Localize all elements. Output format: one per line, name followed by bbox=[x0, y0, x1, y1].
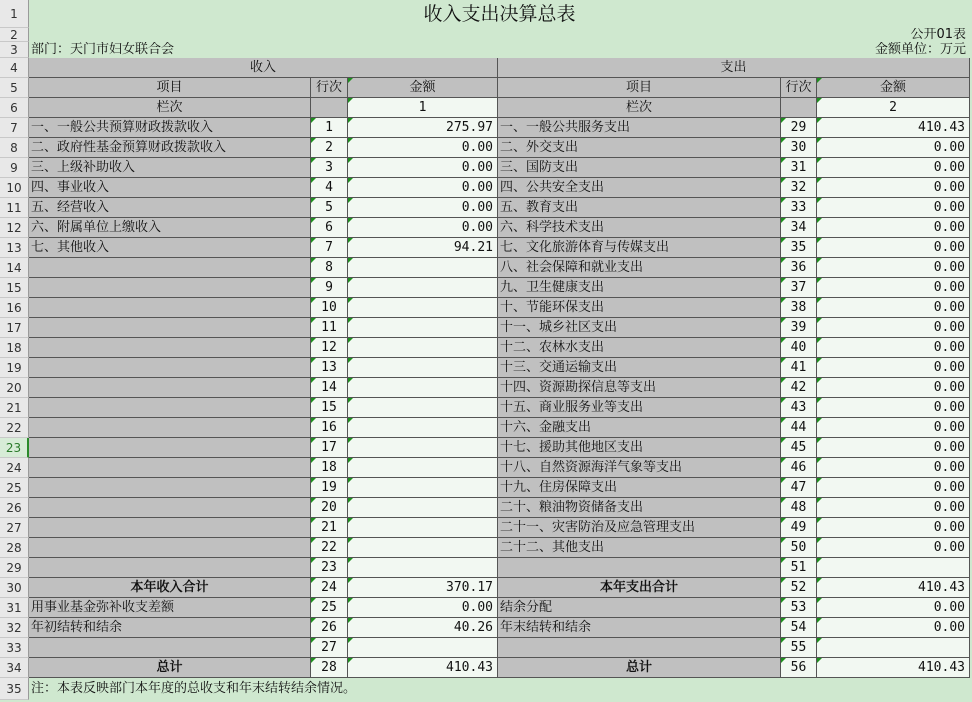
expense-amount[interactable]: 410.43 bbox=[817, 118, 970, 138]
income-line-number[interactable]: 8 bbox=[311, 258, 348, 278]
sheet-row bbox=[0, 498, 972, 518]
row-header[interactable]: 27 bbox=[0, 518, 29, 538]
expense-line-number[interactable]: 38 bbox=[781, 298, 817, 318]
expense-amount[interactable]: 0.00 bbox=[817, 618, 970, 638]
row-header[interactable]: 19 bbox=[0, 358, 29, 378]
expense-line-header[interactable]: 行次 bbox=[781, 78, 817, 98]
expense-item-label[interactable]: 十二、农林水支出 bbox=[498, 338, 781, 358]
sheet-row bbox=[0, 478, 972, 498]
expense-item-label[interactable]: 十三、交通运输支出 bbox=[498, 358, 781, 378]
income-amount[interactable] bbox=[348, 398, 498, 418]
expense-amount[interactable]: 0.00 bbox=[817, 518, 970, 538]
sheet-row bbox=[0, 42, 972, 58]
expense-line-number[interactable]: 32 bbox=[781, 178, 817, 198]
expense-amount[interactable]: 0.00 bbox=[817, 458, 970, 478]
row-header[interactable]: 2 bbox=[0, 28, 29, 42]
expense-line-number[interactable]: 56 bbox=[781, 658, 817, 678]
sheet-row bbox=[0, 558, 972, 578]
expense-amount[interactable]: 0.00 bbox=[817, 278, 970, 298]
income-line-number[interactable]: 20 bbox=[311, 498, 348, 518]
sheet-row bbox=[0, 158, 972, 178]
expense-item-label[interactable] bbox=[498, 638, 781, 658]
income-line-number[interactable]: 12 bbox=[311, 338, 348, 358]
expense-amount[interactable]: 0.00 bbox=[817, 398, 970, 418]
expense-line-number[interactable]: 54 bbox=[781, 618, 817, 638]
income-amount[interactable] bbox=[348, 538, 498, 558]
income-item-label[interactable] bbox=[29, 458, 311, 478]
income-amount[interactable] bbox=[348, 378, 498, 398]
expense-amount[interactable] bbox=[817, 558, 970, 578]
income-line-number[interactable]: 3 bbox=[311, 158, 348, 178]
sheet-row bbox=[0, 0, 972, 28]
expense-item-label[interactable]: 十、节能环保支出 bbox=[498, 298, 781, 318]
expense-item-label[interactable] bbox=[498, 558, 781, 578]
sheet-row bbox=[0, 58, 972, 78]
sheet-row bbox=[0, 518, 972, 538]
sheet-row bbox=[0, 618, 972, 638]
expense-item-label[interactable]: 本年支出合计 bbox=[498, 578, 781, 598]
row-header[interactable]: 10 bbox=[0, 178, 29, 198]
income-item-label[interactable] bbox=[29, 318, 311, 338]
income-line-number[interactable]: 13 bbox=[311, 358, 348, 378]
income-item-label[interactable] bbox=[29, 438, 311, 458]
row-header[interactable]: 21 bbox=[0, 398, 29, 418]
sheet-row bbox=[0, 578, 972, 598]
expense-item-label[interactable]: 十六、金融支出 bbox=[498, 418, 781, 438]
expense-line-number[interactable]: 33 bbox=[781, 198, 817, 218]
expense-lanci-blank[interactable] bbox=[781, 98, 817, 118]
expense-item-label[interactable]: 一、一般公共服务支出 bbox=[498, 118, 781, 138]
expense-line-number[interactable]: 52 bbox=[781, 578, 817, 598]
expense-amount[interactable]: 0.00 bbox=[817, 538, 970, 558]
income-item-label[interactable] bbox=[29, 558, 311, 578]
row-header[interactable]: 34 bbox=[0, 658, 29, 678]
row-header[interactable]: 17 bbox=[0, 318, 29, 338]
sheet-row bbox=[0, 278, 972, 298]
income-amount[interactable]: 370.17 bbox=[348, 578, 498, 598]
income-amount[interactable] bbox=[348, 638, 498, 658]
income-line-number[interactable]: 27 bbox=[311, 638, 348, 658]
expense-item-label[interactable]: 八、社会保障和就业支出 bbox=[498, 258, 781, 278]
sheet-row bbox=[0, 398, 972, 418]
income-line-number[interactable]: 7 bbox=[311, 238, 348, 258]
expense-amount[interactable]: 0.00 bbox=[817, 378, 970, 398]
department-label[interactable]: 部门：天门市妇女联合会 bbox=[31, 42, 175, 57]
expense-item-label[interactable]: 年末结转和结余 bbox=[498, 618, 781, 638]
income-item-label[interactable] bbox=[29, 378, 311, 398]
row-header[interactable]: 4 bbox=[0, 58, 29, 78]
expense-item-label[interactable]: 六、科学技术支出 bbox=[498, 218, 781, 238]
income-amount[interactable]: 0.00 bbox=[348, 138, 498, 158]
expense-amount[interactable]: 410.43 bbox=[817, 658, 970, 678]
expense-amount[interactable]: 0.00 bbox=[817, 338, 970, 358]
row-header[interactable]: 5 bbox=[0, 78, 29, 98]
footnote[interactable]: 注：本表反映部门本年度的总收支和年末结转结余情况。 bbox=[31, 681, 357, 696]
sheet-row bbox=[0, 318, 972, 338]
expense-line-number[interactable]: 49 bbox=[781, 518, 817, 538]
row-header[interactable]: 20 bbox=[0, 378, 29, 398]
row-header[interactable]: 28 bbox=[0, 538, 29, 558]
income-item-label[interactable]: 二、政府性基金预算财政拨款收入 bbox=[29, 138, 311, 158]
income-amount[interactable] bbox=[348, 478, 498, 498]
income-amount[interactable] bbox=[348, 498, 498, 518]
row-header[interactable]: 13 bbox=[0, 238, 29, 258]
amount-unit[interactable]: 金额单位：万元 bbox=[874, 42, 966, 57]
expense-item-label[interactable]: 十五、商业服务业等支出 bbox=[498, 398, 781, 418]
row-header[interactable]: 35 bbox=[0, 678, 29, 700]
sheet-row bbox=[0, 358, 972, 378]
expense-header[interactable]: 支出 bbox=[498, 58, 970, 78]
income-line-number[interactable]: 6 bbox=[311, 218, 348, 238]
income-amount[interactable]: 94.21 bbox=[348, 238, 498, 258]
income-line-number[interactable]: 21 bbox=[311, 518, 348, 538]
expense-line-number[interactable]: 34 bbox=[781, 218, 817, 238]
expense-amount[interactable]: 0.00 bbox=[817, 258, 970, 278]
income-line-header[interactable]: 行次 bbox=[311, 78, 348, 98]
income-item-header[interactable]: 项目 bbox=[29, 78, 311, 98]
income-item-label[interactable]: 五、经营收入 bbox=[29, 198, 311, 218]
expense-amount[interactable]: 0.00 bbox=[817, 238, 970, 258]
expense-line-number[interactable]: 44 bbox=[781, 418, 817, 438]
income-item-label[interactable]: 一、一般公共预算财政拨款收入 bbox=[29, 118, 311, 138]
expense-amount[interactable]: 0.00 bbox=[817, 598, 970, 618]
income-line-number[interactable]: 2 bbox=[311, 138, 348, 158]
income-amount[interactable]: 0.00 bbox=[348, 218, 498, 238]
row-header[interactable]: 11 bbox=[0, 198, 29, 218]
income-item-label[interactable]: 用事业基金弥补收支差额 bbox=[29, 598, 311, 618]
expense-item-label[interactable]: 十八、自然资源海洋气象等支出 bbox=[498, 458, 781, 478]
expense-amount[interactable]: 0.00 bbox=[817, 478, 970, 498]
sheet-row bbox=[0, 118, 972, 138]
income-line-number[interactable]: 9 bbox=[311, 278, 348, 298]
sheet-title[interactable]: 收入支出决算总表 bbox=[423, 3, 576, 25]
expense-line-number[interactable]: 35 bbox=[781, 238, 817, 258]
income-amount[interactable] bbox=[348, 418, 498, 438]
expense-amount[interactable]: 0.00 bbox=[817, 498, 970, 518]
row-header[interactable]: 1 bbox=[0, 0, 29, 28]
expense-line-number[interactable]: 51 bbox=[781, 558, 817, 578]
income-item-label[interactable]: 四、事业收入 bbox=[29, 178, 311, 198]
row-header[interactable]: 16 bbox=[0, 298, 29, 318]
expense-item-label[interactable]: 三、国防支出 bbox=[498, 158, 781, 178]
income-item-label[interactable]: 七、其他收入 bbox=[29, 238, 311, 258]
expense-line-number[interactable]: 37 bbox=[781, 278, 817, 298]
expense-item-label[interactable]: 二十、粮油物资储备支出 bbox=[498, 498, 781, 518]
sheet-row bbox=[0, 338, 972, 358]
sheet-row bbox=[0, 178, 972, 198]
income-item-label[interactable]: 三、上级补助收入 bbox=[29, 158, 311, 178]
sheet-row bbox=[0, 78, 972, 98]
sheet-row bbox=[0, 598, 972, 618]
expense-line-number[interactable]: 47 bbox=[781, 478, 817, 498]
income-line-number[interactable]: 18 bbox=[311, 458, 348, 478]
row-header[interactable]: 22 bbox=[0, 418, 29, 438]
row-header[interactable]: 3 bbox=[0, 42, 29, 58]
sheet-row bbox=[0, 458, 972, 478]
expense-amount[interactable]: 0.00 bbox=[817, 138, 970, 158]
expense-line-number[interactable]: 50 bbox=[781, 538, 817, 558]
expense-line-number[interactable]: 55 bbox=[781, 638, 817, 658]
row-header[interactable]: 8 bbox=[0, 138, 29, 158]
sheet-row bbox=[0, 218, 972, 238]
row-header[interactable]: 29 bbox=[0, 558, 29, 578]
income-amount[interactable] bbox=[348, 558, 498, 578]
expense-item-label[interactable]: 五、教育支出 bbox=[498, 198, 781, 218]
income-amount[interactable] bbox=[348, 298, 498, 318]
expense-line-number[interactable]: 48 bbox=[781, 498, 817, 518]
income-item-label[interactable] bbox=[29, 638, 311, 658]
income-line-number[interactable]: 4 bbox=[311, 178, 348, 198]
income-item-label[interactable] bbox=[29, 478, 311, 498]
income-item-label[interactable] bbox=[29, 498, 311, 518]
income-amount[interactable] bbox=[348, 278, 498, 298]
expense-item-label[interactable]: 九、卫生健康支出 bbox=[498, 278, 781, 298]
income-amount[interactable] bbox=[348, 518, 498, 538]
expense-item-header[interactable]: 项目 bbox=[498, 78, 781, 98]
income-line-number[interactable]: 26 bbox=[311, 618, 348, 638]
sheet-row bbox=[0, 658, 972, 678]
row-header[interactable]: 9 bbox=[0, 158, 29, 178]
expense-line-number[interactable]: 53 bbox=[781, 598, 817, 618]
income-item-label[interactable] bbox=[29, 518, 311, 538]
income-item-label[interactable] bbox=[29, 278, 311, 298]
income-item-label[interactable] bbox=[29, 338, 311, 358]
income-line-number[interactable]: 1 bbox=[311, 118, 348, 138]
expense-line-number[interactable]: 39 bbox=[781, 318, 817, 338]
expense-line-number[interactable]: 29 bbox=[781, 118, 817, 138]
income-amount[interactable] bbox=[348, 358, 498, 378]
expense-item-label[interactable]: 结余分配 bbox=[498, 598, 781, 618]
income-item-label[interactable]: 本年收入合计 bbox=[29, 578, 311, 598]
sheet-row bbox=[0, 28, 972, 42]
income-amount[interactable]: 0.00 bbox=[348, 198, 498, 218]
sheet-row bbox=[0, 378, 972, 398]
row-header[interactable]: 30 bbox=[0, 578, 29, 598]
expense-amount[interactable]: 0.00 bbox=[817, 178, 970, 198]
income-line-number[interactable]: 16 bbox=[311, 418, 348, 438]
row-header[interactable]: 6 bbox=[0, 98, 29, 118]
income-item-label[interactable] bbox=[29, 538, 311, 558]
sheet-row bbox=[0, 438, 972, 458]
expense-amount[interactable]: 0.00 bbox=[817, 218, 970, 238]
income-amount[interactable] bbox=[348, 258, 498, 278]
row-header[interactable]: 15 bbox=[0, 278, 29, 298]
expense-line-number[interactable]: 46 bbox=[781, 458, 817, 478]
row-header[interactable]: 26 bbox=[0, 498, 29, 518]
income-item-label[interactable] bbox=[29, 398, 311, 418]
row-header[interactable]: 7 bbox=[0, 118, 29, 138]
income-line-number[interactable]: 17 bbox=[311, 438, 348, 458]
expense-line-number[interactable]: 31 bbox=[781, 158, 817, 178]
expense-item-label[interactable]: 七、文化旅游体育与传媒支出 bbox=[498, 238, 781, 258]
expense-column-number[interactable]: 2 bbox=[817, 98, 970, 118]
income-line-number[interactable]: 10 bbox=[311, 298, 348, 318]
sheet-row bbox=[0, 258, 972, 278]
form-code[interactable]: 公开01表 bbox=[910, 28, 966, 42]
sheet-row bbox=[0, 638, 972, 658]
sheet-row bbox=[0, 538, 972, 558]
sheet-row bbox=[0, 298, 972, 318]
expense-amount[interactable]: 0.00 bbox=[817, 418, 970, 438]
expense-amount[interactable]: 410.43 bbox=[817, 578, 970, 598]
row-header[interactable]: 25 bbox=[0, 478, 29, 498]
row-header[interactable]: 18 bbox=[0, 338, 29, 358]
expense-line-number[interactable]: 40 bbox=[781, 338, 817, 358]
row-header[interactable]: 24 bbox=[0, 458, 29, 478]
sheet-row bbox=[0, 678, 972, 700]
income-amount[interactable] bbox=[348, 338, 498, 358]
sheet-row bbox=[0, 98, 972, 118]
income-amount[interactable] bbox=[348, 458, 498, 478]
income-line-number[interactable]: 11 bbox=[311, 318, 348, 338]
income-line-number[interactable]: 25 bbox=[311, 598, 348, 618]
expense-lanci-label[interactable]: 栏次 bbox=[498, 98, 781, 118]
row-header[interactable]: 23 bbox=[0, 438, 29, 458]
income-line-number[interactable]: 14 bbox=[311, 378, 348, 398]
income-amount[interactable]: 0.00 bbox=[348, 598, 498, 618]
expense-line-number[interactable]: 43 bbox=[781, 398, 817, 418]
row-header[interactable]: 12 bbox=[0, 218, 29, 238]
income-line-number[interactable]: 23 bbox=[311, 558, 348, 578]
income-item-label[interactable]: 六、附属单位上缴收入 bbox=[29, 218, 311, 238]
income-item-label[interactable] bbox=[29, 358, 311, 378]
income-line-number[interactable]: 22 bbox=[311, 538, 348, 558]
expense-amount[interactable] bbox=[817, 638, 970, 658]
income-amount[interactable]: 0.00 bbox=[348, 178, 498, 198]
income-amount[interactable]: 0.00 bbox=[348, 158, 498, 178]
income-item-label[interactable]: 年初结转和结余 bbox=[29, 618, 311, 638]
income-item-label[interactable] bbox=[29, 258, 311, 278]
sheet-row bbox=[0, 138, 972, 158]
row-header[interactable]: 33 bbox=[0, 638, 29, 658]
expense-amount[interactable]: 0.00 bbox=[817, 158, 970, 178]
income-lanci-label[interactable]: 栏次 bbox=[29, 98, 311, 118]
income-item-label[interactable] bbox=[29, 418, 311, 438]
expense-item-label[interactable]: 二、外交支出 bbox=[498, 138, 781, 158]
income-amount[interactable] bbox=[348, 318, 498, 338]
expense-amount[interactable]: 0.00 bbox=[817, 438, 970, 458]
expense-amount[interactable]: 0.00 bbox=[817, 198, 970, 218]
expense-amount-header[interactable]: 金额 bbox=[817, 78, 970, 98]
row-header[interactable]: 32 bbox=[0, 618, 29, 638]
income-header[interactable]: 收入 bbox=[29, 58, 498, 78]
income-item-label[interactable]: 总计 bbox=[29, 658, 311, 678]
income-line-number[interactable]: 5 bbox=[311, 198, 348, 218]
expense-item-label[interactable]: 十四、资源勘探信息等支出 bbox=[498, 378, 781, 398]
income-amount[interactable]: 40.26 bbox=[348, 618, 498, 638]
income-line-number[interactable]: 28 bbox=[311, 658, 348, 678]
expense-line-number[interactable]: 36 bbox=[781, 258, 817, 278]
income-lanci-blank[interactable] bbox=[311, 98, 348, 118]
expense-item-label[interactable]: 四、公共安全支出 bbox=[498, 178, 781, 198]
income-item-label[interactable] bbox=[29, 298, 311, 318]
expense-amount[interactable]: 0.00 bbox=[817, 298, 970, 318]
income-amount[interactable] bbox=[348, 438, 498, 458]
expense-item-label[interactable]: 总计 bbox=[498, 658, 781, 678]
income-amount[interactable]: 275.97 bbox=[348, 118, 498, 138]
sheet-row bbox=[0, 238, 972, 258]
expense-item-label[interactable]: 二十二、其他支出 bbox=[498, 538, 781, 558]
expense-amount[interactable]: 0.00 bbox=[817, 358, 970, 378]
expense-line-number[interactable]: 41 bbox=[781, 358, 817, 378]
income-amount[interactable]: 410.43 bbox=[348, 658, 498, 678]
expense-item-label[interactable]: 十一、城乡社区支出 bbox=[498, 318, 781, 338]
expense-item-label[interactable]: 十七、援助其他地区支出 bbox=[498, 438, 781, 458]
income-line-number[interactable]: 15 bbox=[311, 398, 348, 418]
income-line-number[interactable]: 24 bbox=[311, 578, 348, 598]
expense-item-label[interactable]: 十九、住房保障支出 bbox=[498, 478, 781, 498]
row-header[interactable]: 14 bbox=[0, 258, 29, 278]
expense-line-number[interactable]: 45 bbox=[781, 438, 817, 458]
expense-item-label[interactable]: 二十一、灾害防治及应急管理支出 bbox=[498, 518, 781, 538]
sheet-row bbox=[0, 418, 972, 438]
expense-line-number[interactable]: 30 bbox=[781, 138, 817, 158]
expense-line-number[interactable]: 42 bbox=[781, 378, 817, 398]
income-line-number[interactable]: 19 bbox=[311, 478, 348, 498]
row-header[interactable]: 31 bbox=[0, 598, 29, 618]
sheet-row bbox=[0, 198, 972, 218]
income-column-number[interactable]: 1 bbox=[348, 98, 498, 118]
expense-amount[interactable]: 0.00 bbox=[817, 318, 970, 338]
income-amount-header[interactable]: 金额 bbox=[348, 78, 498, 98]
